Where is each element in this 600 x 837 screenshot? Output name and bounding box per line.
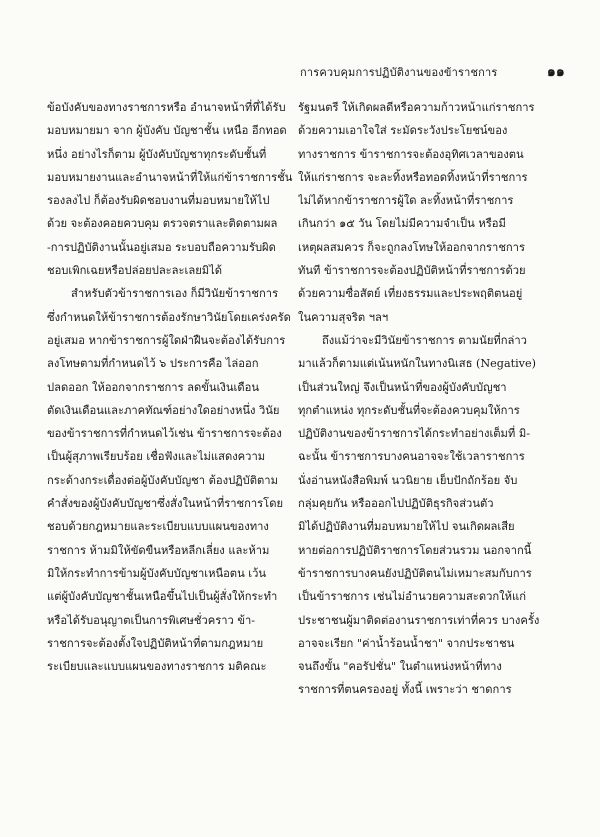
text-line: สำหรับตัวข้าราชการเอง ก็มีวินัยข้าราชการ	[71, 287, 279, 301]
text-line: เกินกว่า ๑๕ วัน โดยไม่มีความจำเป็น หรือมี	[298, 217, 506, 231]
text-line: หนึ่ง อย่างไรก็ตาม ผู้บังคับบัญชาทุกระดับชั้นที่	[47, 147, 267, 161]
text-line: ราชการจะต้องตั้งใจปฏิบัติหน้าที่ตามกฎหมาย	[47, 636, 264, 650]
running-header	[300, 62, 565, 82]
text-line: เป็นข้าราชการ เช่นไม่อำนวยความสะดวกให้แก่	[298, 590, 526, 604]
text-line: ด้วยความซื่อสัตย์ เที่ยงธรรมและประพฤติตนอยู่	[298, 287, 523, 301]
text-line: ข้าราชการบางคนยังปฏิบัติตนไม่เหมาะสมกับการ	[298, 566, 532, 580]
text-line: มิให้กระทำการข้ามผู้บังคับบัญชาเหนือตน เว้น	[47, 566, 267, 580]
text-line: แต่ผู้บังคับบัญชาชั้นเหนือขึ้นไปเป็นผู้สั่งให้กระทำ	[47, 590, 278, 604]
text-line: รองลงไป ก็ต้องรับผิดชอบงานที่มอบหมายให้ไป	[47, 194, 270, 208]
text-line: อาจจะเรียก "ค่าน้ำร้อนน้ำชา" จากประชาชน	[298, 636, 515, 650]
left-column	[47, 96, 297, 678]
text-line: ในความสุจริต ฯลฯ	[298, 310, 389, 324]
text-line: ปฏิบัติงานของข้าราชการได้กระทำอย่างเต็มที่ มิ-	[298, 427, 530, 441]
text-line: ประชาชนผู้มาติดต่องานราชการเท่าที่ควร บางครั้ง	[298, 613, 540, 627]
text-line: ไม่ได้หากข้าราชการผู้ใด ละทิ้งหน้าที่ราชการ	[298, 194, 514, 208]
text-line: ทันที ข้าราชการจะต้องปฏิบัติหน้าที่ราชการด้วย	[298, 264, 526, 278]
text-line: ปลดออก ให้ออกจากราชการ ลดขั้นเงินเดือน	[47, 380, 259, 394]
text-line: -การปฏิบัติงานนั้นอยู่เสมอ ระบอบถือความรับผิด	[47, 240, 276, 254]
text-line: ฉะนั้น ข้าราชการบางคนอาจจะใช้เวลาราชการ	[298, 450, 525, 464]
text-line: เป็นส่วนใหญ่ จึงเป็นหน้าที่ของผู้บังคับบัญชา	[298, 380, 507, 394]
text-line: เป็นผู้สุภาพเรียบร้อย เชื่อฟังและไม่แสดงความ	[47, 450, 266, 464]
text-line: คำสั่งของผู้บังคับบัญชาซึ่งสั่งในหน้าที่ราชการโดย	[47, 497, 284, 511]
text-line: มอบหมายงานและอำนาจหน้าที่ให้แก่ข้าราชการชั้น	[47, 170, 293, 184]
text-line: ลงโทษตามที่กำหนดไว้ ๖ ประการคือ ไล่ออก	[47, 357, 259, 371]
text-line: นั่งอ่านหนังสือพิมพ์ นวนิยาย เย็บปักถักร้อย จับ	[298, 473, 518, 487]
text-line: ข้อบังคับของทางราชการหรือ อำนาจหน้าที่ที่ได้รับ	[47, 101, 286, 114]
running-title: การควบคุมการปฏิบัติงานของข้าราชการ	[300, 66, 498, 79]
text-line: มิได้ปฏิบัติงานที่มอบหมายให้ไป จนเกิดผลเสีย	[298, 520, 515, 534]
text-line: รัฐมนตรี ให้เกิดผลดีหรือความก้าวหน้าแก่ราชการ	[298, 101, 535, 114]
text-line: ทางราชการ ข้าราชการจะต้องอุทิศเวลาของตน	[298, 147, 524, 161]
text-line: ทุกตำแหน่ง ทุกระดับชั้นที่จะต้องควบคุมให้การ	[298, 403, 520, 417]
text-line: ราชการที่ตนครองอยู่ ทั้งนี้ เพราะว่า ชาดการ	[298, 683, 512, 697]
text-line: ด้วย จะต้องคอยควบคุม ตรวจตราและติดตามผล	[47, 217, 278, 231]
text-line: ระเบียบและแบบแผนของทางราชการ มติคณะ	[47, 660, 267, 674]
right-column	[298, 96, 548, 702]
text-line: ของข้าราชการที่กำหนดไว้เช่น ข้าราชการจะต้อง	[47, 427, 282, 441]
text-line: ด้วยความเอาใจใส่ ระมัดระวังประโยชน์ของ	[298, 124, 508, 138]
text-line: ชอบเพิกเฉยหรือปล่อยปละละเลยมิได้	[47, 264, 223, 278]
text-line: หายต่อการปฏิบัติราชการโดยส่วนรวม นอกจากนี้	[298, 543, 532, 557]
text-line: ชอบด้วยกฎหมายและระเบียบแบบแผนของทาง	[47, 520, 269, 534]
text-line: อยู่เสมอ หากข้าราชการผู้ใดฝ่าฝืนจะต้องได้รับการ	[47, 333, 286, 347]
text-line: มอบหมายมา จาก ผู้บังคับ บัญชาชั้น เหนือ อีกทอด	[47, 124, 287, 138]
text-line: กระด้างกระเดื่องต่อผู้บังคับบัญชา ต้องปฏิบัติตาม	[47, 473, 278, 487]
text-line: เหตุผลสมควร ก็จะถูกลงโทษให้ออกจากราชการ	[298, 240, 525, 254]
text-line: ถึงแม้ว่าจะมีวินัยข้าราชการ ตามนัยที่กล่าว	[322, 333, 527, 347]
text-line: หรือได้รับอนุญาตเป็นการพิเศษชั่วคราว ข้า-	[47, 613, 256, 627]
page-number: ๑๑	[546, 64, 565, 80]
text-line: ซึ่งกำหนดให้ข้าราชการต้องรักษาวินัยโดยเคร่งครัด	[47, 310, 291, 324]
text-line: ราชการ ห้ามมิให้ขัดขืนหรือหลีกเลี่ยง และห้าม	[47, 543, 270, 557]
text-line: มาแล้วก็ตามแต่เน้นหนักในทางนิเสธ (Negative)	[298, 357, 536, 371]
text-line: ให้แก่ราชการ จะละทิ้งหรือทอดทิ้งหน้าที่ราชการ	[298, 170, 528, 184]
text-line: จนถึงขั้น "คอรัปชั่น" ในตำแหน่งหน้าที่ทาง	[298, 660, 502, 674]
text-line: ตัดเงินเดือนและภาคทัณฑ์อย่างใดอย่างหนึ่ง วินัย	[47, 403, 280, 417]
text-line: กลุ่มคุยกัน หรือออกไปปฏิบัติธุรกิจส่วนตัว	[298, 497, 494, 511]
